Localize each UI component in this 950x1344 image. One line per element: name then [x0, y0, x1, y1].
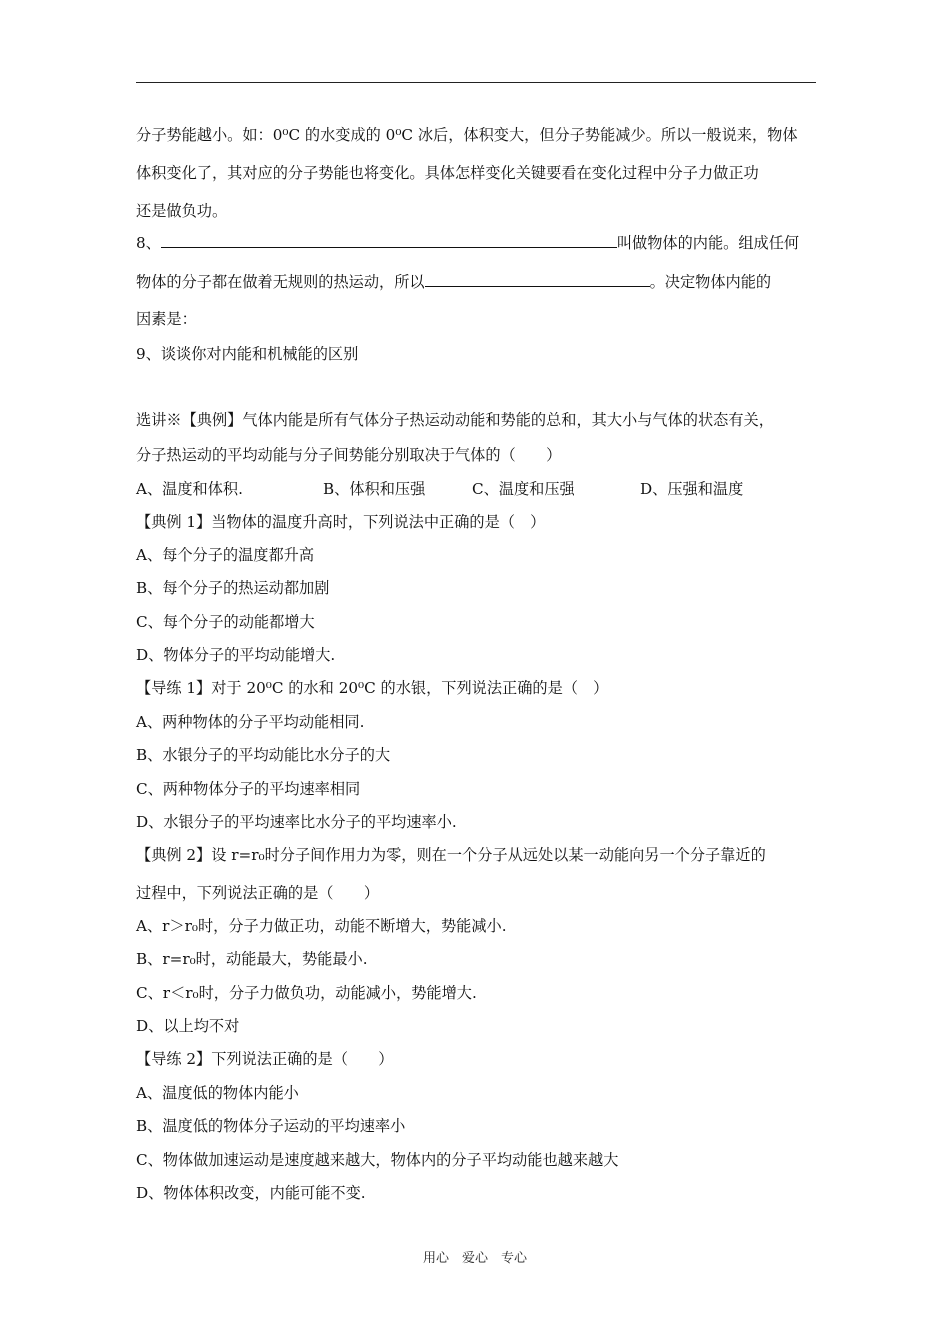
option-b: B、体积和压强	[323, 480, 426, 498]
example-2-stem-line-1: 【典例 2】设 r=r₀时分子间作用力为零，则在一个分子从远处以某一动能向另一个分子靠近的	[136, 846, 766, 864]
option-c: C、每个分子的动能都增大	[136, 613, 315, 631]
fill-blank[interactable]	[161, 232, 617, 248]
option-d: D、以上均不对	[136, 1017, 240, 1035]
option-d: D、物体体积改变，内能可能不变.	[136, 1184, 366, 1202]
question-text: 。决定物体内能的	[649, 273, 772, 291]
question-8-line-2	[136, 271, 771, 292]
option-b: B、每个分子的热运动都加剧	[136, 579, 330, 597]
select-example-line-1: 选讲※【典例】气体内能是所有气体分子热运动动能和势能的总和，其大小与气体的状态有关，	[136, 411, 774, 429]
option-a: A、温度低的物体内能小	[136, 1084, 299, 1102]
option-c: C、物体做加速运动是速度越来越大，物体内的分子平均动能也越来越大	[136, 1151, 619, 1169]
option-d: D、水银分子的平均速率比水分子的平均速率小.	[136, 813, 457, 831]
page-footer: 用心 爱心 专心	[422, 1251, 527, 1266]
option-b: B、水银分子的平均动能比水分子的大	[136, 746, 391, 764]
paragraph-line: 体积变化了，其对应的分子势能也将变化。具体怎样变化关键要看在变化过程中分子力做正功	[136, 164, 759, 182]
header-rule	[136, 82, 816, 83]
option-d: D、压强和温度	[640, 480, 744, 498]
question-8-line-3: 因素是：	[136, 310, 197, 328]
select-options	[136, 479, 743, 499]
select-example-line-2: 分子热运动的平均动能与分子间势能分别取决于气体的（ ）	[136, 446, 562, 464]
option-c: C、r＜r₀时，分子力做负功，动能减小，势能增大.	[136, 984, 477, 1002]
option-a: A、温度和体积.	[136, 480, 243, 498]
drill-2-stem: 【导练 2】下列说法正确的是（ ）	[136, 1050, 394, 1068]
question-text: 叫做物体的内能。组成任何	[616, 234, 800, 252]
option-a: A、每个分子的温度都升高	[136, 546, 315, 564]
option-d: D、物体分子的平均动能增大.	[136, 646, 336, 664]
option-c: C、两种物体分子的平均速率相同	[136, 780, 361, 798]
option-c: C、温度和压强	[472, 480, 575, 498]
drill-1-stem: 【导练 1】对于 20⁰C 的水和 20⁰C 的水银，下列说法正确的是（ ）	[136, 679, 609, 697]
question-8-line-1	[136, 232, 799, 253]
example-1-stem: 【典例 1】当物体的温度升高时，下列说法中正确的是（ ）	[136, 513, 546, 531]
option-b: B、温度低的物体分子运动的平均速率小	[136, 1117, 406, 1135]
paragraph-line: 还是做负功。	[136, 202, 228, 220]
example-2-stem-line-2: 过程中，下列说法正确的是（ ）	[136, 884, 379, 902]
question-text: 物体的分子都在做着无规则的热运动，所以	[136, 273, 425, 291]
question-9: 9、谈谈你对内能和机械能的区别	[136, 345, 359, 363]
fill-blank[interactable]	[425, 271, 650, 287]
paragraph-line: 分子势能越小。如：0⁰C 的水变成的 0⁰C 冰后，体积变大，但分子势能减少。所以一般说来，物体	[136, 126, 798, 144]
option-a: A、r＞r₀时，分子力做正功，动能不断增大，势能减小.	[136, 917, 507, 935]
question-number: 8、	[136, 234, 161, 252]
option-a: A、两种物体的分子平均动能相同.	[136, 713, 365, 731]
option-b: B、r=r₀时，动能最大，势能最小.	[136, 950, 368, 968]
